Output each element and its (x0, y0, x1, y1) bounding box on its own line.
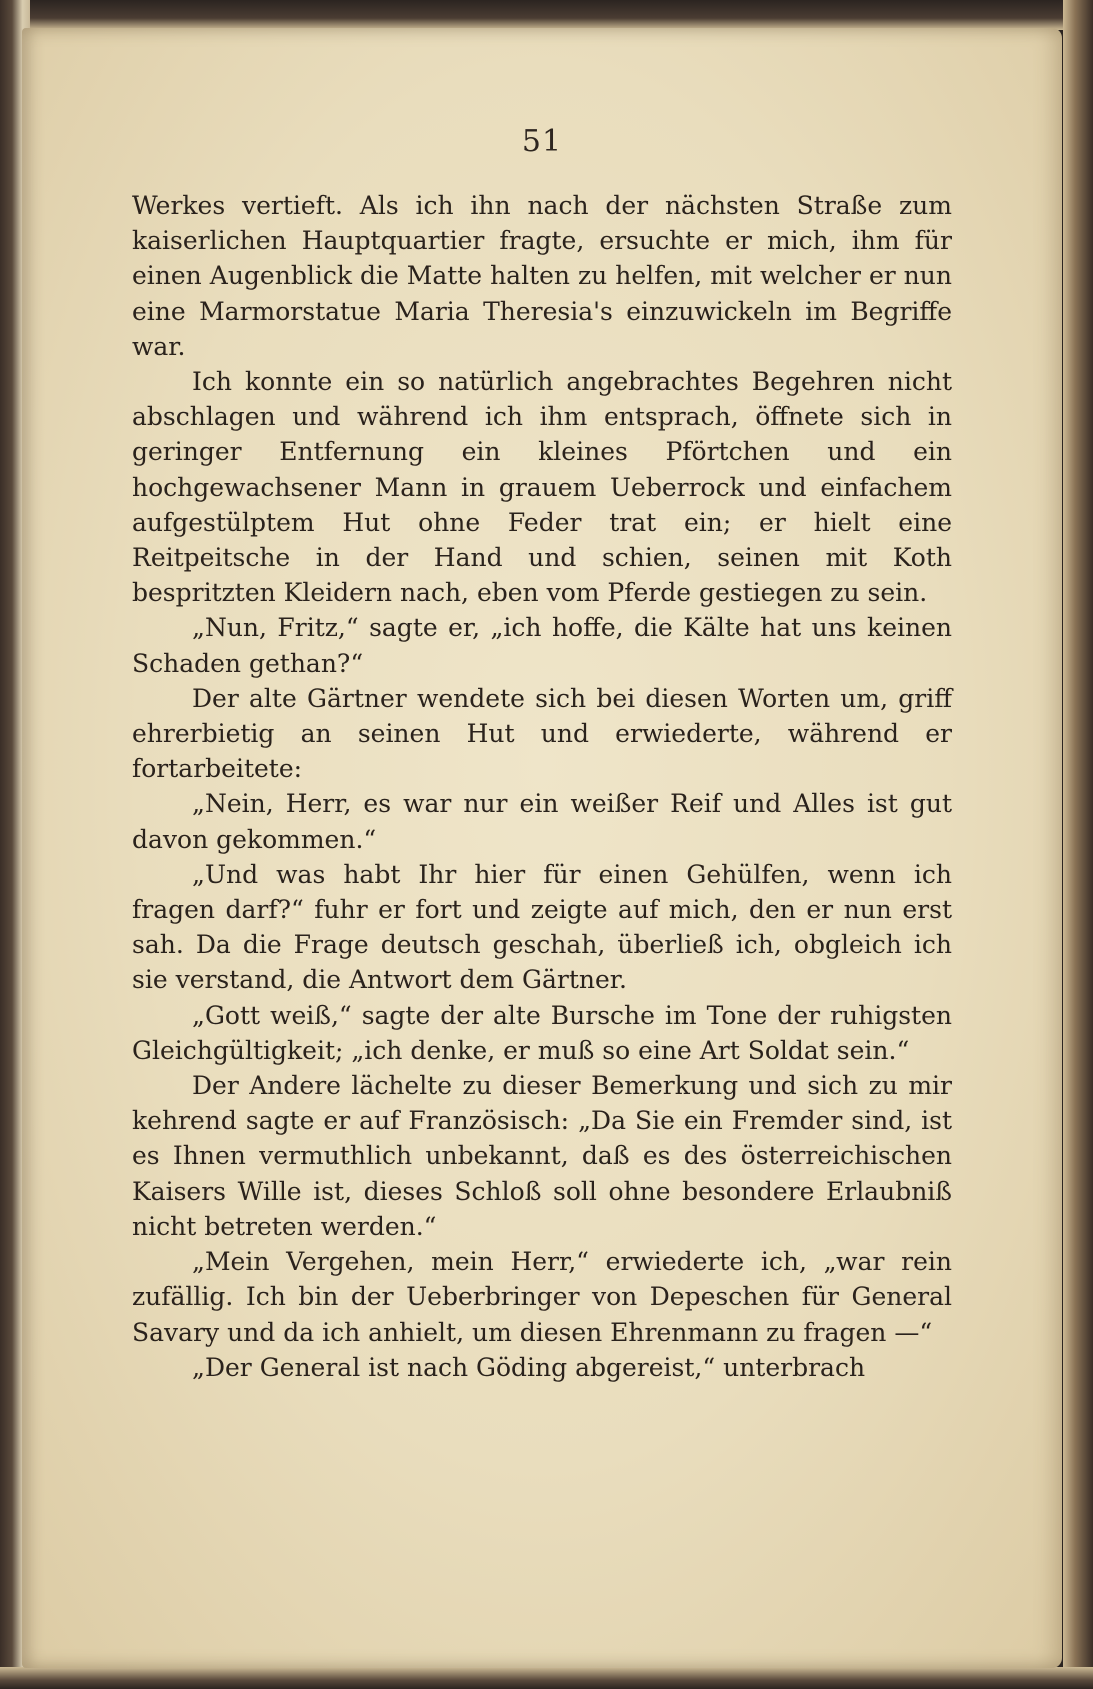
paragraph-6: „Und was habt Ihr hier für einen Gehülfen, wenn ich fragen darf?“ fuhr er fort und zeigte auf mich, den er nun erst sah. Da die Frage deutsch geschah, überließ ich, obgleich ich sie verstand, die Antwort dem Gärtner. (132, 859, 952, 995)
paragraph-4: Der alte Gärtner wendete sich bei diesen Worten um, griff ehrerbietig an seinen Hut und erwiederte, während er fortarbeitete: (132, 683, 952, 784)
book-fore-edge (1063, 0, 1093, 1689)
book-bottom-edge (0, 1667, 1093, 1689)
paragraph-8: Der Andere lächelte zu dieser Bemerkung und sich zu mir kehrend sagte er auf Französisch: „Da Sie ein Fremder sind, ist es Ihnen vermuthlich unbekannt, daß es des österreichischen Kaisers Wille ist, dieses Schloß soll ohne besondere Erlaubniß nicht betreten werden.“ (132, 1071, 952, 1241)
page-text (132, 188, 952, 1385)
paragraph-5: „Nein, Herr, es war nur ein weißer Reif und Alles ist gut davon gekommen.“ (132, 789, 952, 854)
paragraph-3: „Nun, Fritz,“ sagte er, „ich hoffe, die Kälte hat uns keinen Schaden gethan?“ (132, 613, 952, 678)
paragraph-1: Werkes vertieft. Als ich ihn nach der nächsten Straße zum kaiserlichen Hauptquartier fragte, ersuchte er mich, ihm für einen Augenblick die Matte halten zu helfen, mit welcher er nun eine Marmorstatue Maria Theresia's einzuwickeln im Begriffe war. (132, 191, 952, 361)
book-page (22, 28, 1062, 1668)
page-number: 51 (521, 124, 563, 159)
book-top-edge (0, 0, 1093, 30)
paragraph-10: „Der General ist nach Göding abgereist,“ unterbrach (192, 1352, 866, 1382)
paragraph-9: „Mein Vergehen, mein Herr,“ erwiederte ich, „war rein zufällig. Ich bin der Ueberbringer von Depeschen für General Savary und da ich anhielt, um diesen Ehrenmann zu fragen —“ (132, 1247, 952, 1347)
paragraph-2: Ich konnte ein so natürlich angebrachtes Begehren nicht abschlagen und während ich ihm entsprach, öffnete sich in geringer Entfernung ein kleines Pförtchen und ein hochgewachsener Mann in grauem Ueberrock und einfachem aufgestülptem Hut ohne Feder trat ein; er hielt eine Reitpeitsche in der Hand und schien, seinen mit Koth bespritzten Kleidern nach, eben vom Pferde gestiegen zu sein. (132, 367, 952, 608)
paragraph-7: „Gott weiß,“ sagte der alte Bursche im Tone der ruhigsten Gleichgültigkeit; „ich denke, er muß so eine Art Soldat sein.“ (132, 1000, 952, 1065)
